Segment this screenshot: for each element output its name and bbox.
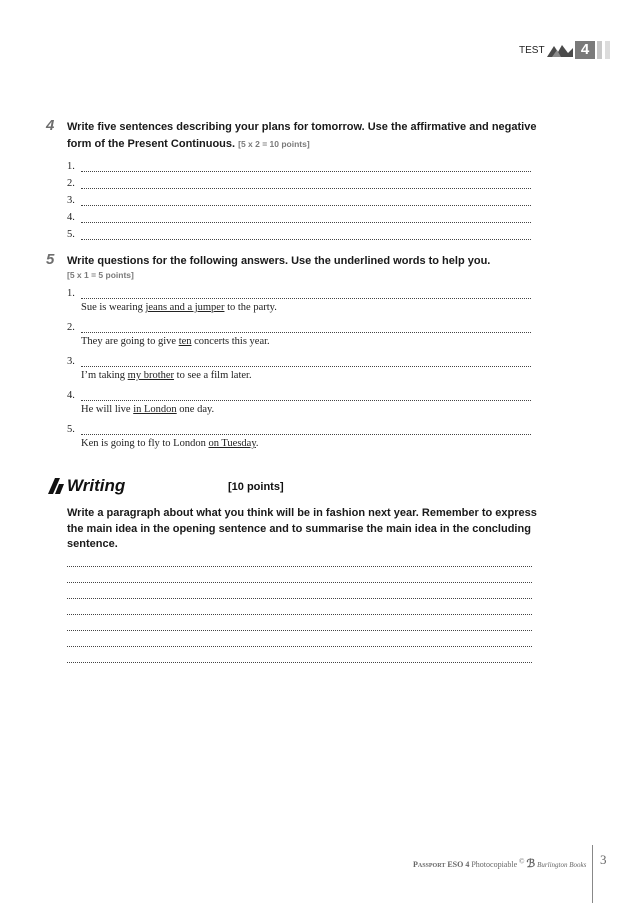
answer-line[interactable] xyxy=(67,189,531,206)
answer-line[interactable] xyxy=(67,350,531,367)
answer-line[interactable] xyxy=(67,155,531,172)
item-number: 4. xyxy=(67,390,75,401)
instruction-line: Write five sentences describing your plans for tomorrow. Use the affirmative and negative xyxy=(67,121,537,133)
answer-line[interactable] xyxy=(67,223,531,240)
item-number: 3. xyxy=(67,195,75,206)
test-number-badge: 4 xyxy=(575,41,595,59)
points-label: [5 x 1 = 5 points] xyxy=(67,270,134,280)
writing-slash-icon xyxy=(46,478,64,494)
header-bar xyxy=(597,41,602,59)
writing-title: Writing xyxy=(67,476,126,495)
points-label: [5 x 2 = 10 points] xyxy=(238,139,310,149)
instruction-line: Write a paragraph about what you think will be in fashion next year. Remember to express xyxy=(67,507,537,519)
given-answer: Ken is going to fly to London on Tuesday. xyxy=(81,438,259,449)
test-label: TEST xyxy=(519,45,545,56)
writing-line[interactable] xyxy=(67,646,532,647)
writing-lines[interactable] xyxy=(67,566,532,678)
section4-answer-lines xyxy=(67,155,531,240)
footer-credit: Passport ESO 4 Photocopiable © ℬ Burlington Books xyxy=(413,857,587,870)
page-number: 3 xyxy=(600,852,607,867)
photocopiable-label: Photocopiable xyxy=(471,860,518,869)
writing-line[interactable] xyxy=(67,630,532,631)
given-answer: I’m taking my brother to see a film later. xyxy=(81,370,252,381)
underlined-word: my brother xyxy=(127,370,175,381)
writing-line[interactable] xyxy=(67,582,532,583)
writing-line[interactable] xyxy=(67,566,532,567)
given-answer: He will live in London one day. xyxy=(81,404,215,415)
item-number: 5. xyxy=(67,229,75,240)
section4-instruction xyxy=(67,119,597,153)
instruction-line: form of the Present Continuous. xyxy=(67,138,236,150)
underlined-word: in London xyxy=(133,404,177,415)
copyright-symbol: © xyxy=(519,857,525,866)
writing-line[interactable] xyxy=(67,598,532,599)
book-title: Passport ESO 4 xyxy=(413,860,470,869)
item-number: 2. xyxy=(67,178,75,189)
given-answer: They are going to give ten concerts this year. xyxy=(81,336,270,347)
mountain-logo-icon xyxy=(547,44,573,57)
section-number: 4 xyxy=(46,117,55,134)
answer-line[interactable] xyxy=(67,172,531,189)
item-number: 4. xyxy=(67,212,75,223)
instruction-line: sentence. xyxy=(67,538,118,550)
section-number: 5 xyxy=(46,251,55,268)
writing-line[interactable] xyxy=(67,614,532,615)
section5-instruction: Write questions for the following answers. Use the underlined words to help you. xyxy=(67,255,491,267)
item-number: 3. xyxy=(67,356,75,367)
answer-line[interactable] xyxy=(67,316,531,333)
item-number: 1. xyxy=(67,161,75,172)
given-answer: Sue is wearing jeans and a jumper to the party. xyxy=(81,302,277,313)
underlined-word: jeans and a jumper xyxy=(145,302,225,313)
underlined-word: on Tuesday xyxy=(208,438,256,449)
header-bar xyxy=(605,41,610,59)
section5-items xyxy=(67,282,531,452)
writing-instruction xyxy=(67,506,597,553)
answer-line[interactable] xyxy=(67,384,531,401)
item-number: 1. xyxy=(67,288,75,299)
item-number: 5. xyxy=(67,424,75,435)
answer-line[interactable] xyxy=(67,206,531,223)
instruction-line: the main idea in the opening sentence and to summarise the main idea in the concluding xyxy=(67,522,531,535)
writing-points: [10 points] xyxy=(228,481,284,493)
underlined-word: ten xyxy=(178,336,192,347)
answer-line[interactable] xyxy=(67,418,531,435)
answer-line[interactable] xyxy=(67,282,531,299)
footer-divider xyxy=(592,845,593,903)
writing-line[interactable] xyxy=(67,662,532,663)
item-number: 2. xyxy=(67,322,75,333)
publisher-name: Burlington Books xyxy=(537,861,587,869)
